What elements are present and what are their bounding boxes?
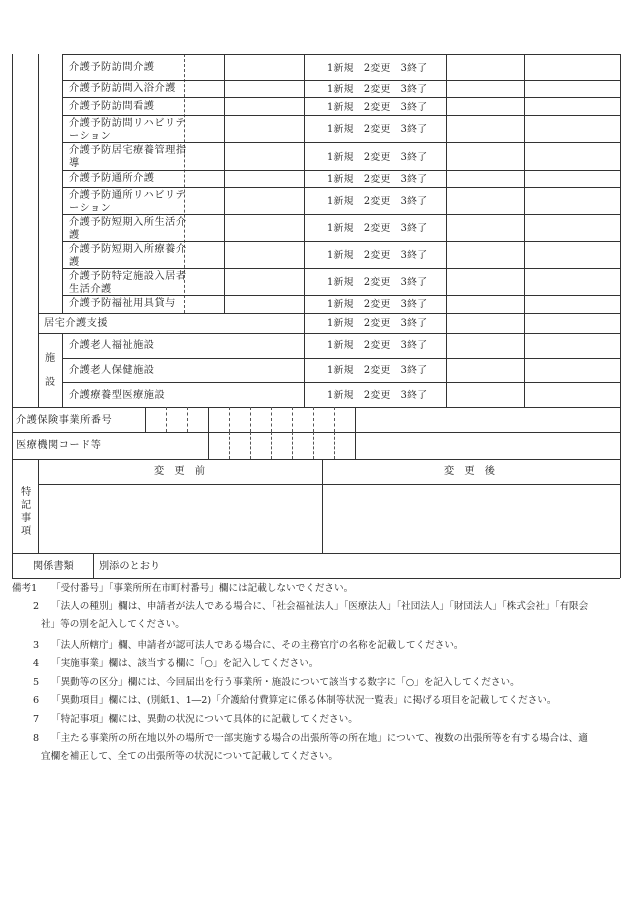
table-divider	[524, 54, 525, 407]
special-notes-label-char: 特	[21, 487, 32, 498]
row-line	[38, 333, 620, 334]
row-line	[62, 54, 620, 55]
service-label: 介護予防居宅療養管理指導	[69, 145, 187, 169]
change-type-options[interactable]: 1新規 2変更 3終了	[327, 124, 428, 135]
remark-number: 5	[33, 677, 40, 688]
related-docs-label: 関係書類	[33, 561, 74, 572]
table-divider	[446, 54, 447, 407]
insurance-number-label: 介護保険事業所番号	[16, 415, 113, 426]
table-border-left	[12, 54, 13, 578]
row-line	[38, 313, 620, 314]
change-type-options[interactable]: 1新規 2変更 3終了	[327, 250, 428, 261]
digit-box-divider	[229, 407, 230, 432]
facility-label: 介護老人福祉施設	[69, 340, 155, 351]
remark-text-continued: 宜欄を補正して、全ての出張所等の状況について記載してください。	[41, 751, 339, 762]
remark-text: 「法人所轄庁」欄、申請者が認可法人である場合に、その主務官庁の名称を記載してください。	[51, 640, 464, 651]
related-docs-value: 別添のとおり	[99, 561, 161, 572]
row-line	[62, 187, 620, 188]
remark-text: 「実施事業」欄は、該当する欄に「○」を記入してください。	[51, 658, 319, 669]
change-type-options[interactable]: 1新規 2変更 3終了	[327, 340, 428, 351]
remark-number: 7	[33, 714, 40, 725]
service-label: 介護予防訪問看護	[69, 101, 155, 112]
digit-box-divider	[250, 407, 251, 432]
facility-label: 介護老人保健施設	[69, 365, 155, 376]
digit-box-divider	[145, 407, 146, 432]
row-line	[12, 578, 620, 579]
service-label: 介護予防短期入所療養介護	[69, 244, 187, 268]
digit-box-divider	[271, 407, 272, 432]
remark-text-continued: 社」等の別を記入してください。	[41, 619, 185, 630]
change-type-options[interactable]: 1新規 2変更 3終了	[327, 390, 428, 401]
table-border-right	[620, 54, 621, 578]
home-care-support-label: 居宅介護支援	[44, 318, 109, 329]
medical-code-label: 医療機関コード等	[16, 440, 102, 451]
table-divider	[224, 54, 225, 313]
row-line	[62, 382, 620, 383]
digit-box-divider	[208, 407, 209, 432]
table-divider	[38, 54, 39, 407]
digit-box-divider	[208, 432, 209, 459]
change-type-options[interactable]: 1新規 2変更 3終了	[327, 152, 428, 163]
service-label: 介護予防短期入所生活介護	[69, 217, 187, 241]
facility-label: 介護療養型医療施設	[69, 390, 166, 401]
change-type-options[interactable]: 1新規 2変更 3終了	[327, 365, 428, 376]
service-label: 介護予防通所リハビリテーション	[69, 190, 187, 214]
change-type-options[interactable]: 1新規 2変更 3終了	[327, 196, 428, 207]
change-type-options[interactable]: 1新規 2変更 3終了	[327, 102, 428, 113]
row-line	[62, 115, 620, 116]
row-line	[12, 553, 620, 554]
remark-text: 「異動等の区分」欄には、今回届出を行う事業所・施設について該当する数字に「○」を記入してください。	[51, 677, 520, 688]
remark-text: 「法人の種別」欄は、申請者が法人である場合に、「社会福祉法人」「医療法人」「社団法人」「財団法人」「株式会社」「有限会	[51, 601, 589, 612]
table-divider	[62, 54, 63, 313]
digit-box-divider	[355, 432, 356, 459]
digit-box-divider	[250, 432, 251, 459]
table-divider	[93, 553, 94, 578]
service-label: 介護予防訪問リハビリテーション	[69, 118, 187, 142]
change-type-options[interactable]: 1新規 2変更 3終了	[327, 63, 428, 74]
row-line	[62, 358, 620, 359]
digit-box-divider	[187, 407, 188, 432]
remark-text: 「受付番号」「事業所所在市町村番号」欄には記載しないでください。	[51, 583, 354, 594]
after-change-field[interactable]	[323, 485, 619, 552]
remark-number: 2	[33, 601, 40, 612]
digit-box-divider	[229, 432, 230, 459]
digit-box-divider	[334, 432, 335, 459]
remark-text: 「主たる事業所の所在地以外の場所で一部実施する場合の出張所等の所在地」について、複数の出張所等を有する場合は、適	[51, 733, 588, 744]
change-type-options[interactable]: 1新規 2変更 3終了	[327, 223, 428, 234]
digit-box-divider	[292, 432, 293, 459]
digit-box-divider	[313, 432, 314, 459]
row-line	[12, 432, 620, 433]
row-line	[62, 97, 620, 98]
after-change-header: 変 更 後	[444, 466, 495, 477]
digit-box-divider	[292, 407, 293, 432]
facility-group-label: 設	[45, 377, 56, 388]
remark-text: 「異動項目」欄には、(別紙1、1―2)「介護給付費算定に係る体制等状況一覧表」に掲げる項目を記載してください。	[51, 695, 557, 706]
row-line	[62, 80, 620, 81]
service-label: 介護予防特定施設入居者生活介護	[69, 271, 187, 295]
before-change-field[interactable]	[39, 485, 321, 552]
digit-box-divider	[334, 407, 335, 432]
remark-number: 備考1	[12, 583, 38, 594]
special-notes-label-char: 項	[21, 526, 32, 537]
row-line	[62, 170, 620, 171]
remark-number: 6	[33, 695, 40, 706]
remark-number: 3	[33, 640, 40, 651]
remark-text: 「特記事項」欄には、異動の状況について具体的に記載してください。	[51, 714, 358, 725]
change-type-options[interactable]: 1新規 2変更 3終了	[327, 318, 428, 329]
service-label: 介護予防訪問介護	[69, 62, 155, 73]
remark-number: 8	[33, 733, 40, 744]
remark-number: 4	[33, 658, 40, 669]
special-notes-label-char: 記	[21, 500, 32, 511]
change-type-options[interactable]: 1新規 2変更 3終了	[327, 299, 428, 310]
before-change-header: 変 更 前	[154, 466, 205, 477]
digit-box-divider	[355, 407, 356, 432]
service-label: 介護予防通所介護	[69, 173, 155, 184]
service-label: 介護予防訪問入浴介護	[69, 83, 176, 94]
row-line	[12, 459, 620, 460]
change-type-options[interactable]: 1新規 2変更 3終了	[327, 174, 428, 185]
special-notes-label-char: 事	[21, 513, 32, 524]
change-type-options[interactable]: 1新規 2変更 3終了	[327, 277, 428, 288]
digit-box-divider	[166, 407, 167, 432]
service-label: 介護予防福祉用具貸与	[69, 298, 176, 309]
digit-box-divider	[313, 407, 314, 432]
row-line	[12, 407, 620, 408]
table-divider	[304, 54, 305, 407]
change-type-options[interactable]: 1新規 2変更 3終了	[327, 84, 428, 95]
digit-box-divider	[271, 432, 272, 459]
table-divider	[62, 333, 63, 407]
facility-group-label: 施	[45, 353, 56, 364]
